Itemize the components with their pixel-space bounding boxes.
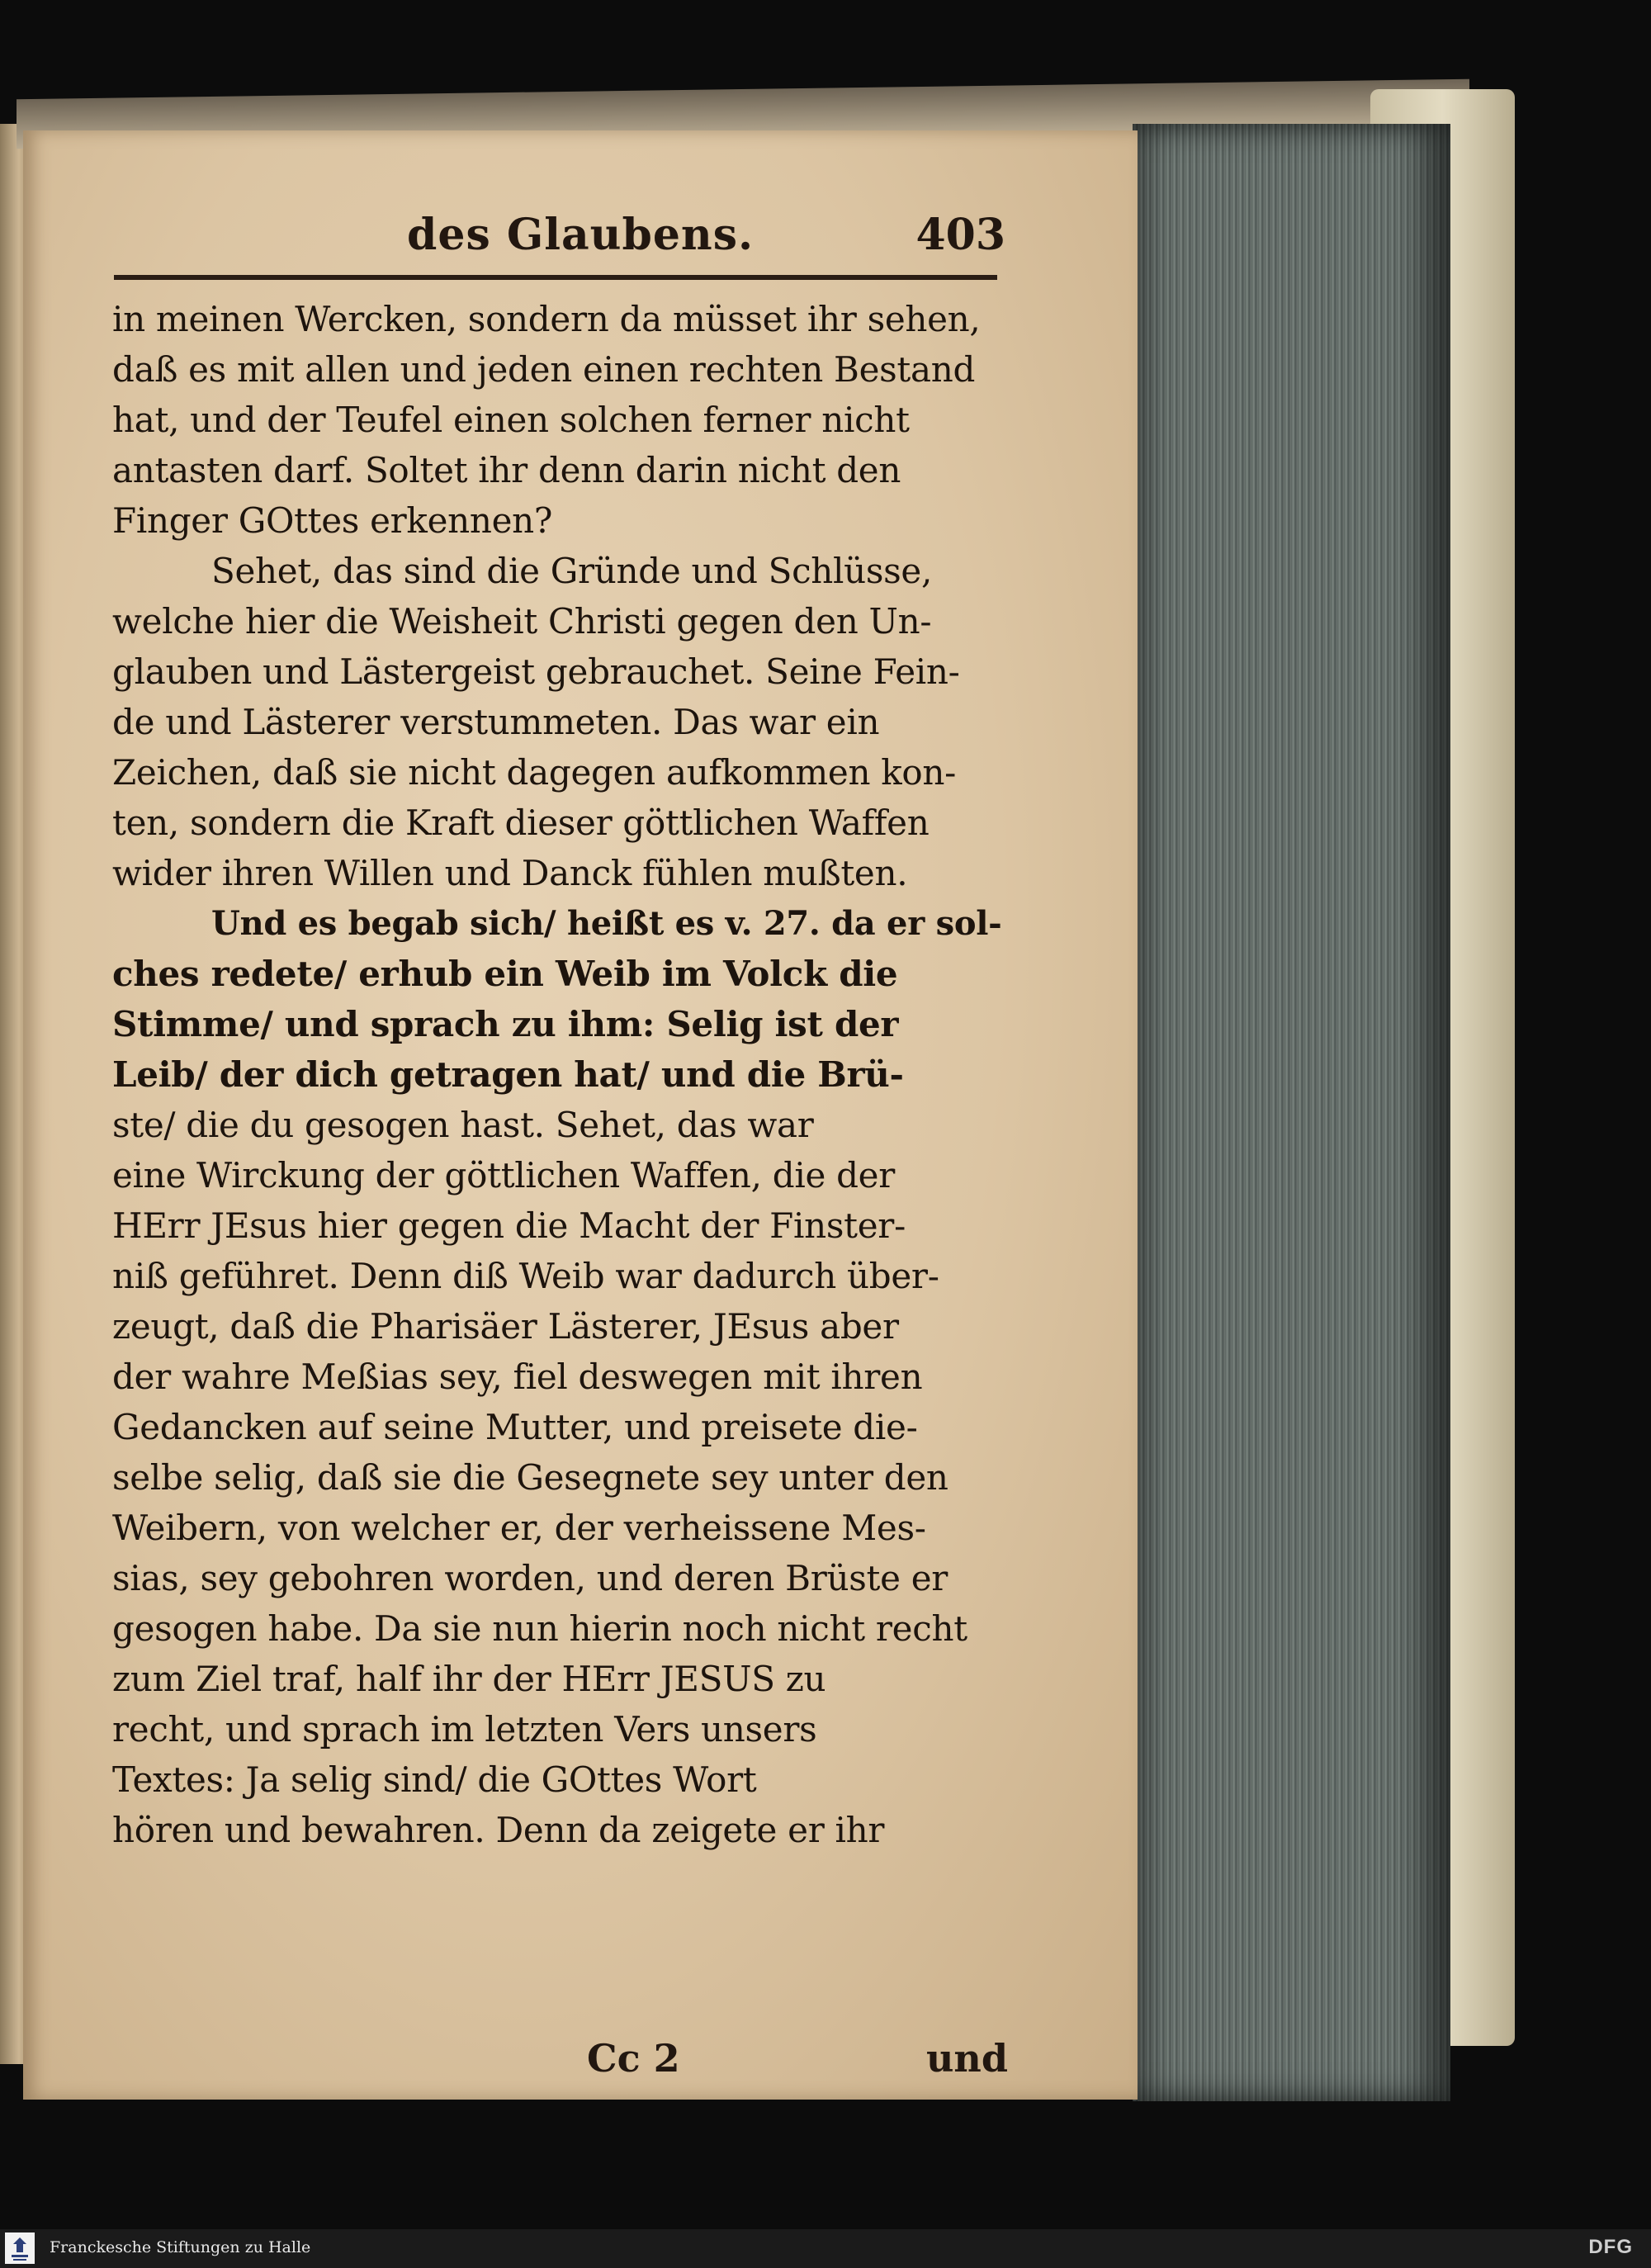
text-line: Finger GOttes erkennen? [112,500,553,541]
text-line: de und Lästerer verstummeten. Das war ein [112,702,880,742]
header-rule [114,275,997,280]
dfg-logo[interactable]: DFG [1588,2236,1633,2258]
footer-bar [0,2229,1651,2268]
text-line: hat, und der Teufel einen solchen ferner nicht [112,400,910,440]
text-line: wider ihren Willen und Danck fühlen mußten. [112,853,908,893]
text-line: zum Ziel traf, half ihr der HErr JESUS zu [112,1659,826,1699]
text-line: selbe selig, daß sie die Gesegnete sey unter den [112,1457,948,1498]
text-line: Sehet, das sind die Gründe und Schlüsse, [211,551,933,591]
book-fore-edge [1133,124,1450,2101]
text-line: niß geführet. Denn diß Weib war dadurch über- [112,1256,939,1296]
text-line: eine Wirckung der göttlichen Waffen, die der [112,1155,895,1196]
text-line: Gedancken auf seine Mutter, und preisete die- [112,1407,918,1447]
text-line: der wahre Meßias sey, fiel deswegen mit ihren [112,1357,923,1397]
signature-mark: Cc 2 [587,2036,680,2081]
running-title: des Glaubens. [407,210,755,260]
text-line: Weibern, von welcher er, der verheissene Mes- [112,1508,926,1548]
text-line: Textes: Ja selig sind/ die GOttes Wort [112,1759,757,1800]
text-line: gesogen habe. Da sie nun hierin noch nicht recht [112,1608,967,1649]
page-number: 403 [915,210,1005,260]
text-line: sias, sey gebohren worden, und deren Brüste er [112,1558,948,1598]
text-line: ten, sondern die Kraft dieser göttlichen Waffen [112,803,930,843]
page-header [114,201,1005,276]
text-line: daß es mit allen und jeden einen rechten Bestand [112,349,976,390]
body-text [112,294,1008,1855]
text-line: zeugt, daß die Pharisäer Lästerer, JEsus aber [112,1306,899,1347]
text-line: Stimme/ und sprach zu ihm: Selig ist der [112,1004,899,1044]
text-line: in meinen Wercken, sondern da müsset ihr sehen, [112,299,981,339]
book-page [23,130,1138,2100]
text-line: Leib/ der dich getragen hat/ und die Brü- [112,1054,904,1095]
text-line: Zeichen, daß sie nicht dagegen aufkommen kon- [112,752,957,793]
francke-foundation-logo-icon[interactable] [5,2232,35,2264]
institution-name[interactable]: Franckesche Stiftungen zu Halle [50,2238,311,2256]
text-line: hören und bewahren. Denn da zeigete er ihr [112,1810,885,1850]
text-line: ches redete/ erhub ein Weib im Volck die [112,954,898,994]
text-line: antasten darf. Soltet ihr denn darin nicht den [112,450,901,490]
text-line: glauben und Lästergeist gebrauchet. Seine Fein- [112,651,960,692]
text-line: Und es begab sich/ heißt es v. 27. da er sol- [211,904,1002,943]
page-footer [112,2036,1008,2094]
text-line: recht, und sprach im letzten Vers unsers [112,1709,817,1750]
text-line: ste/ die du gesogen hast. Sehet, das war [112,1105,814,1145]
text-line: HErr JEsus hier gegen die Macht der Finster- [112,1205,906,1246]
catchword: und [925,2036,1008,2081]
text-line: welche hier die Weisheit Christi gegen den Un- [112,601,932,642]
